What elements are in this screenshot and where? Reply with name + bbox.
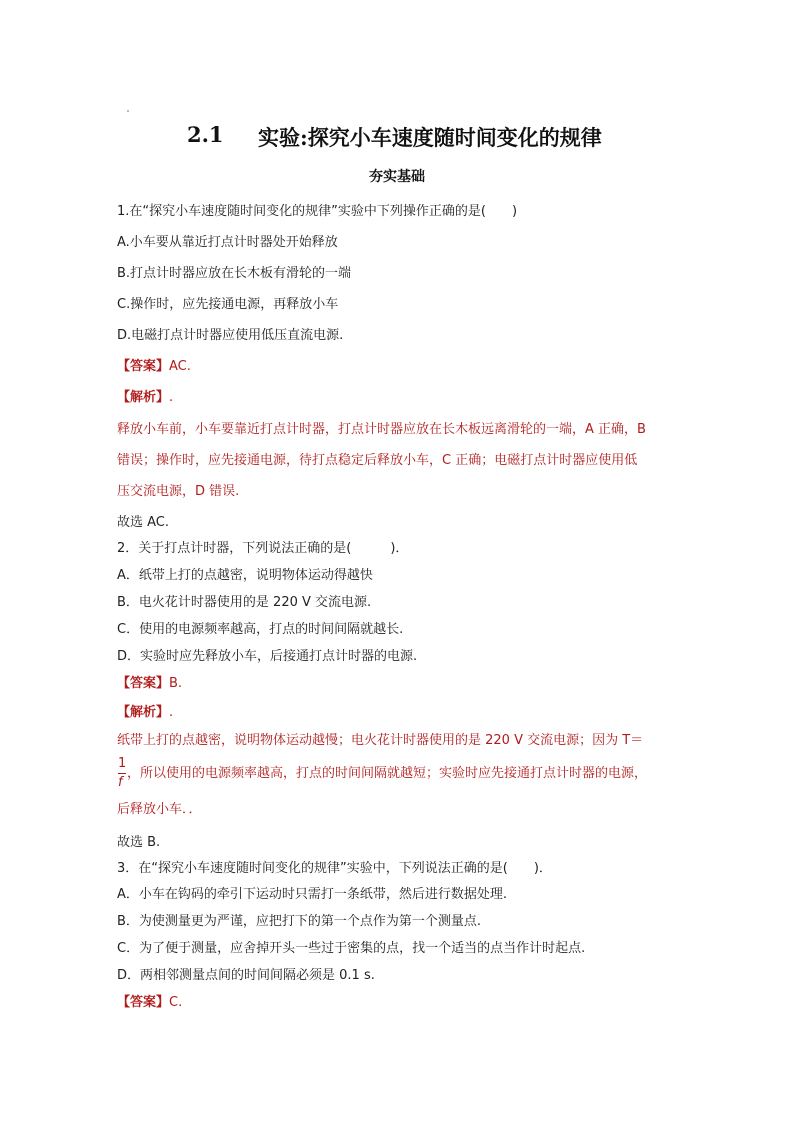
answer-value: C. (169, 995, 183, 1010)
fraction-numerator: 1 (118, 756, 127, 771)
q1-analysis-line-1: 释放小车前，小车要靠近打点计时器，打点计时器应放在长木板远离滑轮的一端，A 正确，B (117, 422, 646, 437)
answer-value: B. (169, 676, 183, 691)
q1-stem: 1.在“探究小车速度随时间变化的规律”实验中下列操作正确的是( ) (117, 204, 518, 219)
q2-option-d: D．实验时应先释放小车，后接通打点计时器的电源. (117, 649, 418, 664)
q2-answer (117, 675, 182, 693)
q1-option-b: B.打点计时器应放在长木板有滑轮的一端 (117, 266, 352, 281)
q1-option-c: C.操作时，应先接通电源，再释放小车 (117, 297, 339, 312)
analysis-tag: 【解析】 (117, 705, 170, 720)
q2-analysis-line-2: ，所以使用的电源频率越高，打点的时间间隔就越短；实验时应先接通打点计时器的电源， (127, 766, 648, 781)
answer-tag: 【答案】 (117, 676, 170, 691)
q1-answer (117, 358, 191, 376)
q1-analysis-line-2: 错误；操作时，应先接通电源，待打点稳定后释放小车，C 正确；电磁打点计时器应使用低 (117, 453, 638, 468)
q2-analysis-line-3: 后释放小车．． (117, 802, 202, 817)
q1-option-d: D.电磁打点计时器应使用低压直流电源. (117, 328, 344, 343)
title-number: 2.1 (187, 122, 224, 147)
analysis-suffix: . (169, 390, 174, 405)
fraction-denominator: f (118, 775, 123, 790)
answer-tag: 【答案】 (117, 995, 170, 1010)
q2-option-b: B．电火花计时器使用的是 220 V 交流电源. (117, 595, 372, 610)
q1-analysis-line-3: 压交流电源，D 错误. (117, 484, 240, 499)
q3-option-d: D．两相邻测量点间的时间间隔必须是 0.1 s. (117, 968, 375, 983)
section-heading: 夯实基础 (369, 169, 425, 185)
q2-conclusion: 故选 B. (117, 835, 161, 850)
q2-option-c: C．使用的电源频率越高，打点的时间间隔就越长. (117, 622, 404, 637)
q1-conclusion: 故选 AC. (117, 515, 170, 530)
q3-option-b: B．为使测量更为严谨，应把打下的第一个点作为第一个测量点. (117, 914, 482, 929)
scan-dot (127, 110, 129, 112)
q2-analysis-line-1: 纸带上打的点越密，说明物体运动越慢；电火花计时器使用的是 220 V 交流电源；因为 T＝ (117, 733, 644, 748)
q1-option-a: A.小车要从靠近打点计时器处开始释放 (117, 235, 338, 250)
q1-analysis-heading (117, 389, 173, 407)
q2-option-a: A．纸带上打的点越密，说明物体运动得越快 (117, 568, 373, 583)
title-text: 实验:探究小车速度随时间变化的规律 (258, 125, 602, 150)
q3-option-a: A．小车在钩码的牵引下运动时只需打一条纸带，然后进行数据处理. (117, 887, 508, 902)
q2-analysis-heading (117, 704, 173, 722)
q3-option-c: C．为了便于测量，应舍掉开头一些过于密集的点，找一个适当的点当作计时起点. (117, 941, 586, 956)
answer-tag: 【答案】 (117, 359, 170, 374)
analysis-tag: 【解析】 (117, 390, 170, 405)
q2-stem: 2．关于打点计时器，下列说法正确的是( )． (117, 541, 409, 556)
q3-stem: 3．在“探究小车速度随时间变化的规律”实验中，下列说法正确的是( )． (117, 861, 552, 876)
fraction-bar (118, 773, 126, 774)
analysis-suffix: . (169, 705, 174, 720)
q3-answer (117, 994, 182, 1012)
answer-value: AC. (169, 359, 191, 374)
